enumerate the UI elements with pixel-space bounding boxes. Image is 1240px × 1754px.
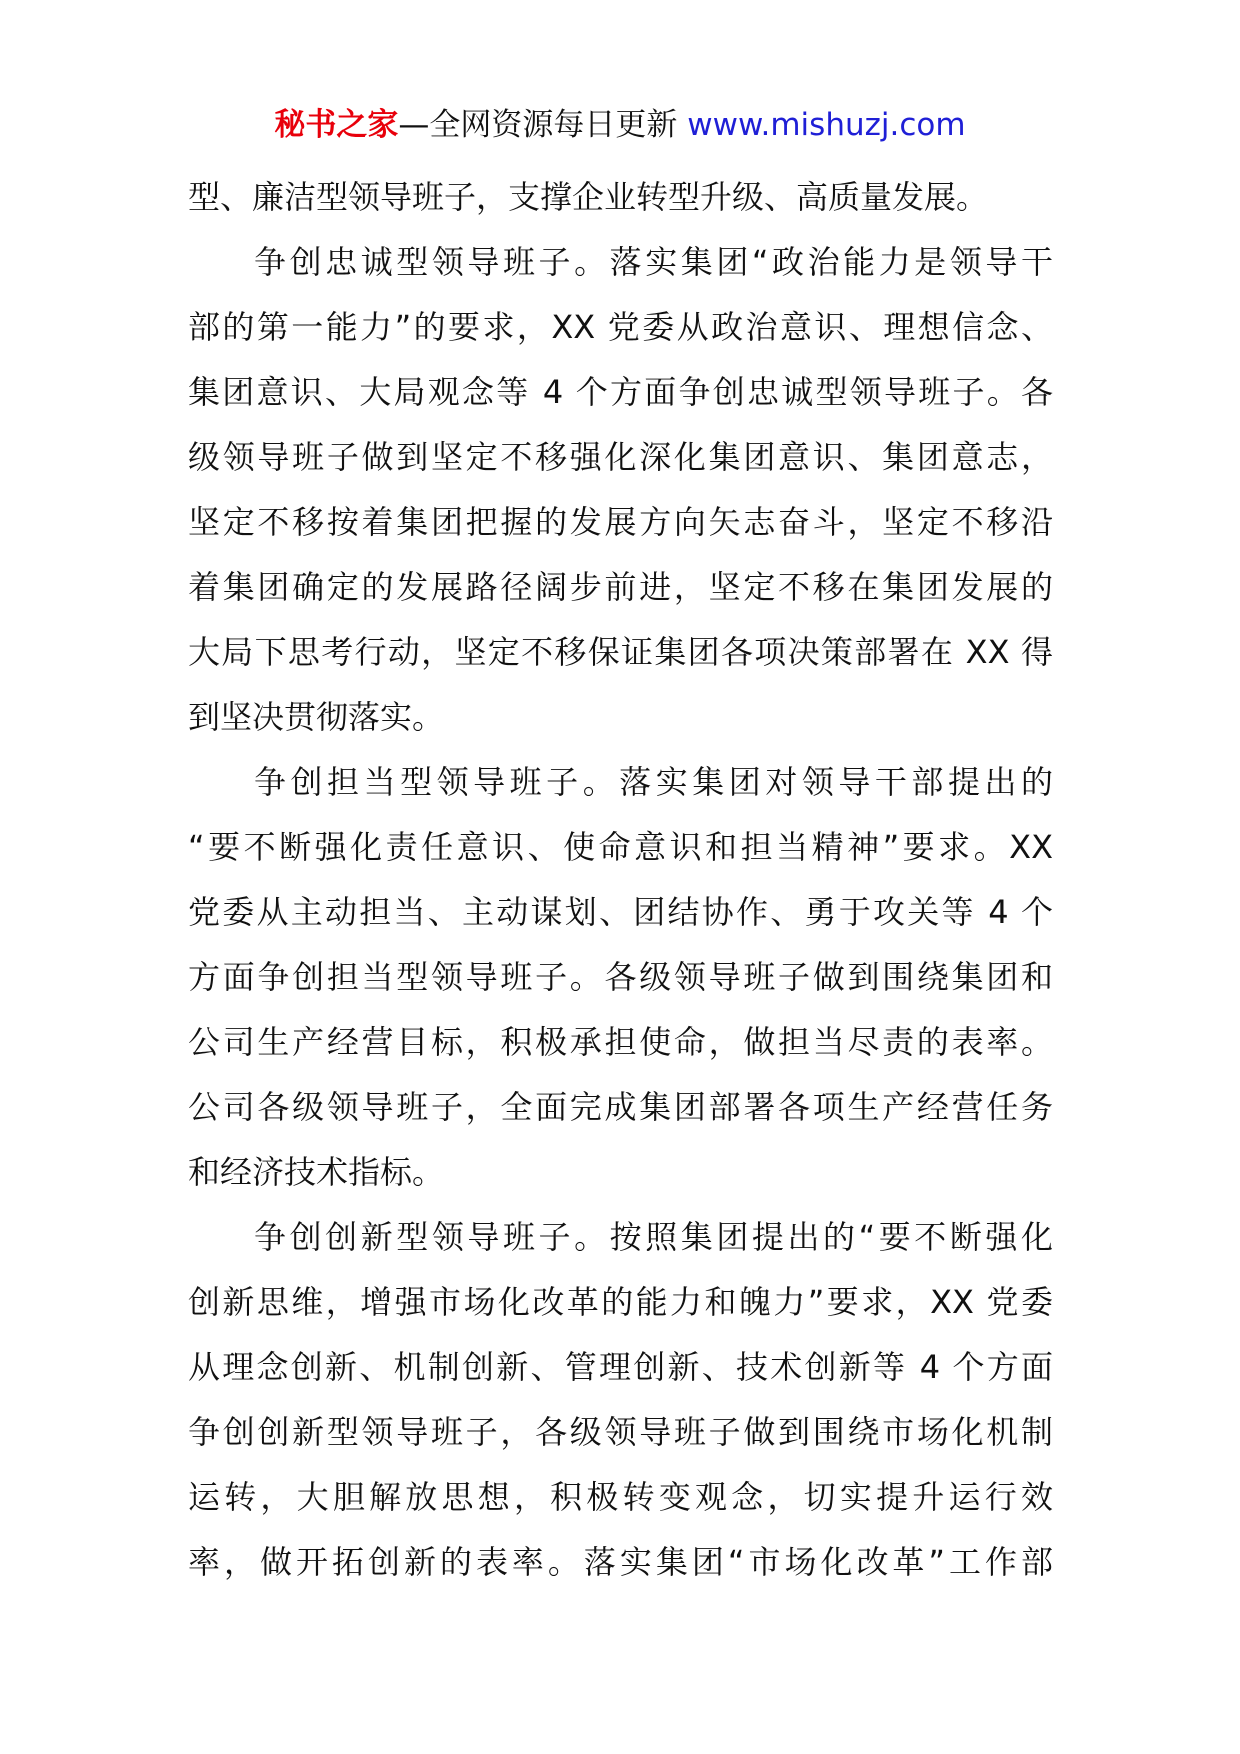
text-line: 大局下思考行动，坚定不移保证集团各项决策部署在 XX 得 (188, 633, 1053, 671)
text-line: 级领导班子做到坚定不移强化深化集团意识、集团意志， (188, 438, 1053, 476)
text-line: 和经济技术指标。 (188, 1153, 445, 1191)
text-line: 争创创新型领导班子。按照集团提出的“要不断强化 (254, 1218, 1053, 1256)
text-line: 争创创新型领导班子，各级领导班子做到围绕市场化机制 (188, 1413, 1053, 1451)
text-line: 到坚决贯彻落实。 (188, 698, 445, 736)
text-line: 运转，大胆解放思想，积极转变观念，切实提升运行效 (188, 1478, 1053, 1516)
text-line: 从理念创新、机制创新、管理创新、技术创新等 4 个方面 (188, 1348, 1053, 1386)
text-line: 部的第一能力”的要求，XX 党委从政治意识、理想信念、 (188, 308, 1053, 346)
text-line: 创新思维，增强市场化改革的能力和魄力”要求，XX 党委 (188, 1283, 1053, 1321)
text-line: 公司生产经营目标，积极承担使命，做担当尽责的表率。 (188, 1023, 1053, 1061)
text-line: 党委从主动担当、主动谋划、团结协作、勇于攻关等 4 个 (188, 893, 1053, 931)
header-url-link[interactable]: www.mishuzj.com (687, 107, 966, 143)
text-line: 率，做开拓创新的表率。落实集团“市场化改革”工作部 (188, 1543, 1053, 1581)
text-line: 坚定不移按着集团把握的发展方向矢志奋斗，坚定不移沿 (188, 503, 1053, 541)
header-tagline: —全网资源每日更新 (398, 107, 678, 143)
text-line: 着集团确定的发展路径阔步前进，坚定不移在集团发展的 (188, 568, 1053, 606)
page-header (0, 103, 1240, 147)
text-line: 方面争创担当型领导班子。各级领导班子做到围绕集团和 (188, 958, 1053, 996)
text-line: “要不断强化责任意识、使命意识和担当精神”要求。XX (188, 828, 1053, 866)
document-body (188, 165, 1053, 1595)
header-brand: 秘书之家 (274, 107, 399, 143)
text-line: 争创忠诚型领导班子。落实集团“政治能力是领导干 (254, 243, 1053, 281)
text-line: 集团意识、大局观念等 4 个方面争创忠诚型领导班子。各 (188, 373, 1053, 411)
text-line: 型、廉洁型领导班子，支撑企业转型升级、高质量发展。 (188, 178, 989, 216)
text-line: 公司各级领导班子，全面完成集团部署各项生产经营任务 (188, 1088, 1053, 1126)
text-line: 争创担当型领导班子。落实集团对领导干部提出的 (254, 763, 1053, 801)
